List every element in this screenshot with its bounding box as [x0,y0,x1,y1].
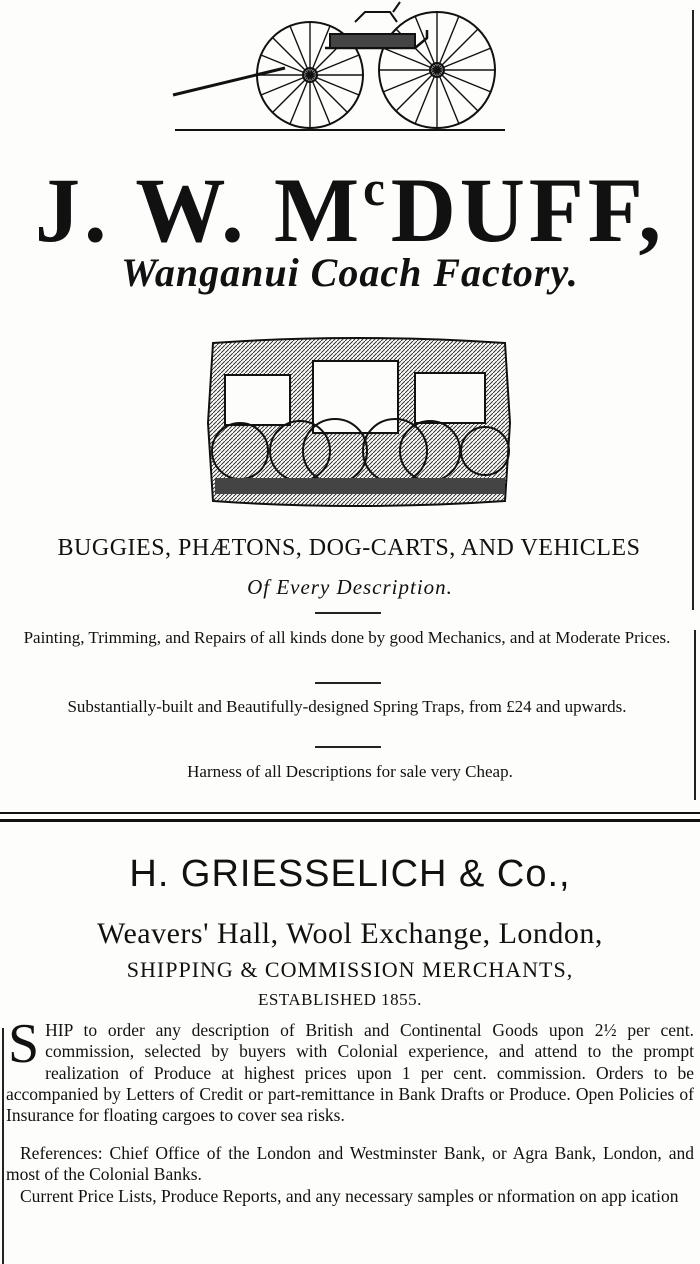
shipping-paragraph [6,1013,694,1126]
griesselich-role: SHIPPING & COMMISSION MERCHANTS, [126,957,574,982]
established-line: ESTABLISHED 1855. [258,990,422,1009]
price-lists-paragraph: Current Price Lists, Produce Reports, and any necessary samples or nformation on app ication [20,1186,679,1206]
column-rule [694,630,696,800]
divider [315,746,381,748]
buggy-engraving-icon [165,0,510,132]
painting-paragraph: Painting, Trimming, and Repairs of all kinds done by good Mechanics, and at Moderate Prices. [23,628,671,647]
vehicles-heading: BUGGIES, PHÆTONS, DOG-CARTS, AND VEHICLES [57,535,641,561]
name-suffix: DUFF, [390,159,665,261]
references-paragraph: References: Chief Office of the London and Westminster Bank, or Agra Bank, London, and most of the Colonial Banks. [6,1143,694,1185]
divider [315,612,381,614]
column-rule [692,10,694,610]
harness-paragraph: Harness of all Descriptions for sale very Cheap. [187,762,513,781]
factory-name: Wanganui Coach Factory. [121,250,579,295]
griesselich-address: Weavers' Hall, Wool Exchange, London, [97,917,603,950]
every-description-subheading: Of Every Description. [247,575,453,599]
name-superscript: c [363,160,389,216]
shipping-text: HIP to order any description of British and Continental Goods upon 2½ per cent. commission, selected by buyers with Colonial experience, and attend to the prompt realization of Produce at highest prices upon 1 per cent. commission. Orders to be accompanied by Letters of Credit or part-remittance in Bank Drafts or Produce. Open Policies of Insurance for floating cargoes to cover sea risks. [6,1020,694,1126]
separator-rule-top [0,812,700,814]
coaches-engraving-icon [205,333,513,511]
divider [315,682,381,684]
column-rule [2,1028,4,1264]
spring-traps-paragraph: Substantially-built and Beautifully-designed Spring Traps, from £24 and upwards. [67,697,627,716]
griesselich-title: H. GRIESSELICH & Co., [129,853,571,895]
name-prefix: J. W. M [35,159,364,261]
advertiser-name [7,138,693,260]
drop-cap: S [8,1013,40,1075]
separator-rule-bottom [0,819,700,822]
